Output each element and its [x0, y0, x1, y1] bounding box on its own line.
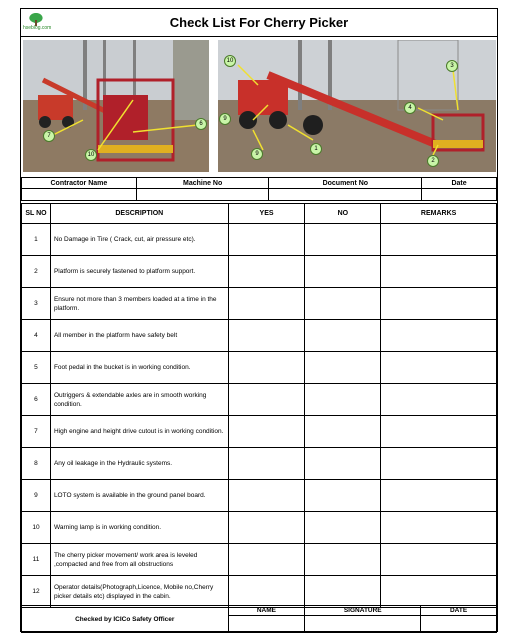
- sl-no: 10: [22, 512, 51, 544]
- contractor-name-field[interactable]: [22, 189, 137, 201]
- remarks-cell[interactable]: [381, 448, 497, 480]
- sl-no: 4: [22, 320, 51, 352]
- table-row: [22, 256, 497, 288]
- table-row: [22, 544, 497, 576]
- no-cell[interactable]: [305, 544, 381, 576]
- marker-right-3: 9: [251, 148, 263, 160]
- header: [21, 9, 497, 37]
- sl-no: 12: [22, 576, 51, 608]
- checked-by-label: Checked by ICICo Safety Officer: [22, 606, 229, 633]
- table-row: [22, 352, 497, 384]
- yes-cell[interactable]: [228, 544, 305, 576]
- date-header: DATE: [421, 606, 497, 616]
- no-cell[interactable]: [305, 576, 381, 608]
- marker-right-4: 1: [310, 143, 322, 155]
- name-field[interactable]: [228, 616, 305, 633]
- cherry-picker-photo-right: [218, 40, 496, 172]
- marker-left-2: 10: [85, 149, 97, 161]
- remarks-cell[interactable]: [381, 288, 497, 320]
- date-field[interactable]: [421, 616, 497, 633]
- marker-left-3: 6: [195, 118, 207, 130]
- sl-no: 6: [22, 384, 51, 416]
- sl-no-header: SL NO: [22, 204, 51, 224]
- marker-right-1: 10: [224, 55, 236, 67]
- remarks-cell[interactable]: [381, 480, 497, 512]
- marker-right-5: 3: [446, 60, 458, 72]
- remarks-header: REMARKS: [381, 204, 497, 224]
- description-text: Operator details(Photograph,Licence, Mobile no,Cherry picker details etc) displayed in the cabin.: [50, 576, 228, 608]
- sl-no: 5: [22, 352, 51, 384]
- machine-no-header: Machine No: [136, 178, 269, 189]
- remarks-cell[interactable]: [381, 384, 497, 416]
- no-cell[interactable]: [305, 512, 381, 544]
- no-header: NO: [305, 204, 381, 224]
- table-row: [22, 384, 497, 416]
- signature-field[interactable]: [305, 616, 421, 633]
- description-text: Foot pedal in the bucket is in working condition.: [50, 352, 228, 384]
- marker-left-1: 7: [43, 130, 55, 142]
- no-cell[interactable]: [305, 288, 381, 320]
- description-text: No Damage in Tire ( Crack, cut, air pressure etc).: [50, 224, 228, 256]
- table-row: [22, 512, 497, 544]
- signature-header: SIGNATURE: [305, 606, 421, 616]
- table-row: [22, 576, 497, 608]
- table-row: [22, 448, 497, 480]
- marker-right-2: 9: [219, 113, 231, 125]
- yes-cell[interactable]: [228, 352, 305, 384]
- sl-no: 7: [22, 416, 51, 448]
- remarks-cell[interactable]: [381, 256, 497, 288]
- document-no-header: Document No: [269, 178, 422, 189]
- remarks-cell[interactable]: [381, 416, 497, 448]
- yes-cell[interactable]: [228, 384, 305, 416]
- description-text: Any oil leakage in the Hydraulic systems.: [50, 448, 228, 480]
- description-text: Platform is securely fastened to platform support.: [50, 256, 228, 288]
- yes-cell[interactable]: [228, 288, 305, 320]
- remarks-cell[interactable]: [381, 320, 497, 352]
- remarks-cell[interactable]: [381, 224, 497, 256]
- yes-cell[interactable]: [228, 448, 305, 480]
- logo-text: hseblog.com: [23, 25, 52, 31]
- date-field[interactable]: [422, 189, 497, 201]
- document-no-field[interactable]: [269, 189, 422, 201]
- remarks-cell[interactable]: [381, 576, 497, 608]
- sl-no: 2: [22, 256, 51, 288]
- description-text: Outriggers & extendable axles are in smooth working condition.: [50, 384, 228, 416]
- no-cell[interactable]: [305, 256, 381, 288]
- no-cell[interactable]: [305, 480, 381, 512]
- marker-right-6: 4: [404, 102, 416, 114]
- signoff-table: [21, 605, 497, 633]
- table-row: [22, 224, 497, 256]
- no-cell[interactable]: [305, 448, 381, 480]
- photo-strip: [21, 37, 497, 177]
- checklist-table: [21, 203, 497, 608]
- yes-header: YES: [228, 204, 305, 224]
- sl-no: 3: [22, 288, 51, 320]
- table-row: [22, 416, 497, 448]
- yes-cell[interactable]: [228, 320, 305, 352]
- table-row: [22, 320, 497, 352]
- remarks-cell[interactable]: [381, 544, 497, 576]
- description-text: Ensure not more than 3 members loaded at a time in the platform.: [50, 288, 228, 320]
- name-header: NAME: [228, 606, 305, 616]
- yes-cell[interactable]: [228, 512, 305, 544]
- yes-cell[interactable]: [228, 416, 305, 448]
- description-text: LOTO system is available in the ground panel board.: [50, 480, 228, 512]
- yes-cell[interactable]: [228, 256, 305, 288]
- yes-cell[interactable]: [228, 224, 305, 256]
- yes-cell[interactable]: [228, 576, 305, 608]
- no-cell[interactable]: [305, 416, 381, 448]
- checklist-sheet: [20, 8, 498, 632]
- description-text: All member in the platform have safety belt: [50, 320, 228, 352]
- yes-cell[interactable]: [228, 480, 305, 512]
- description-header: DESCRIPTION: [50, 204, 228, 224]
- contractor-name-header: Contractor Name: [22, 178, 137, 189]
- sl-no: 11: [22, 544, 51, 576]
- remarks-cell[interactable]: [381, 352, 497, 384]
- marker-right-7: 2: [427, 155, 439, 167]
- cherry-picker-photo-left-image: [23, 40, 209, 172]
- info-table: [21, 177, 497, 201]
- date-header: Date: [422, 178, 497, 189]
- machine-no-field[interactable]: [136, 189, 269, 201]
- description-text: Warning lamp is in working condition.: [50, 512, 228, 544]
- cherry-picker-photo-left: [23, 40, 209, 172]
- no-cell[interactable]: [305, 320, 381, 352]
- no-cell[interactable]: [305, 384, 381, 416]
- description-text: The cherry picker movement/ work area is leveled ,compacted and free from all obstructions: [50, 544, 228, 576]
- sl-no: 1: [22, 224, 51, 256]
- sl-no: 8: [22, 448, 51, 480]
- sl-no: 9: [22, 480, 51, 512]
- page-title: Check List For Cherry Picker: [169, 15, 349, 30]
- remarks-cell[interactable]: [381, 512, 497, 544]
- table-row: [22, 480, 497, 512]
- no-cell[interactable]: [305, 224, 381, 256]
- table-row: [22, 288, 497, 320]
- no-cell[interactable]: [305, 352, 381, 384]
- description-text: High engine and height drive cutout is in working condition.: [50, 416, 228, 448]
